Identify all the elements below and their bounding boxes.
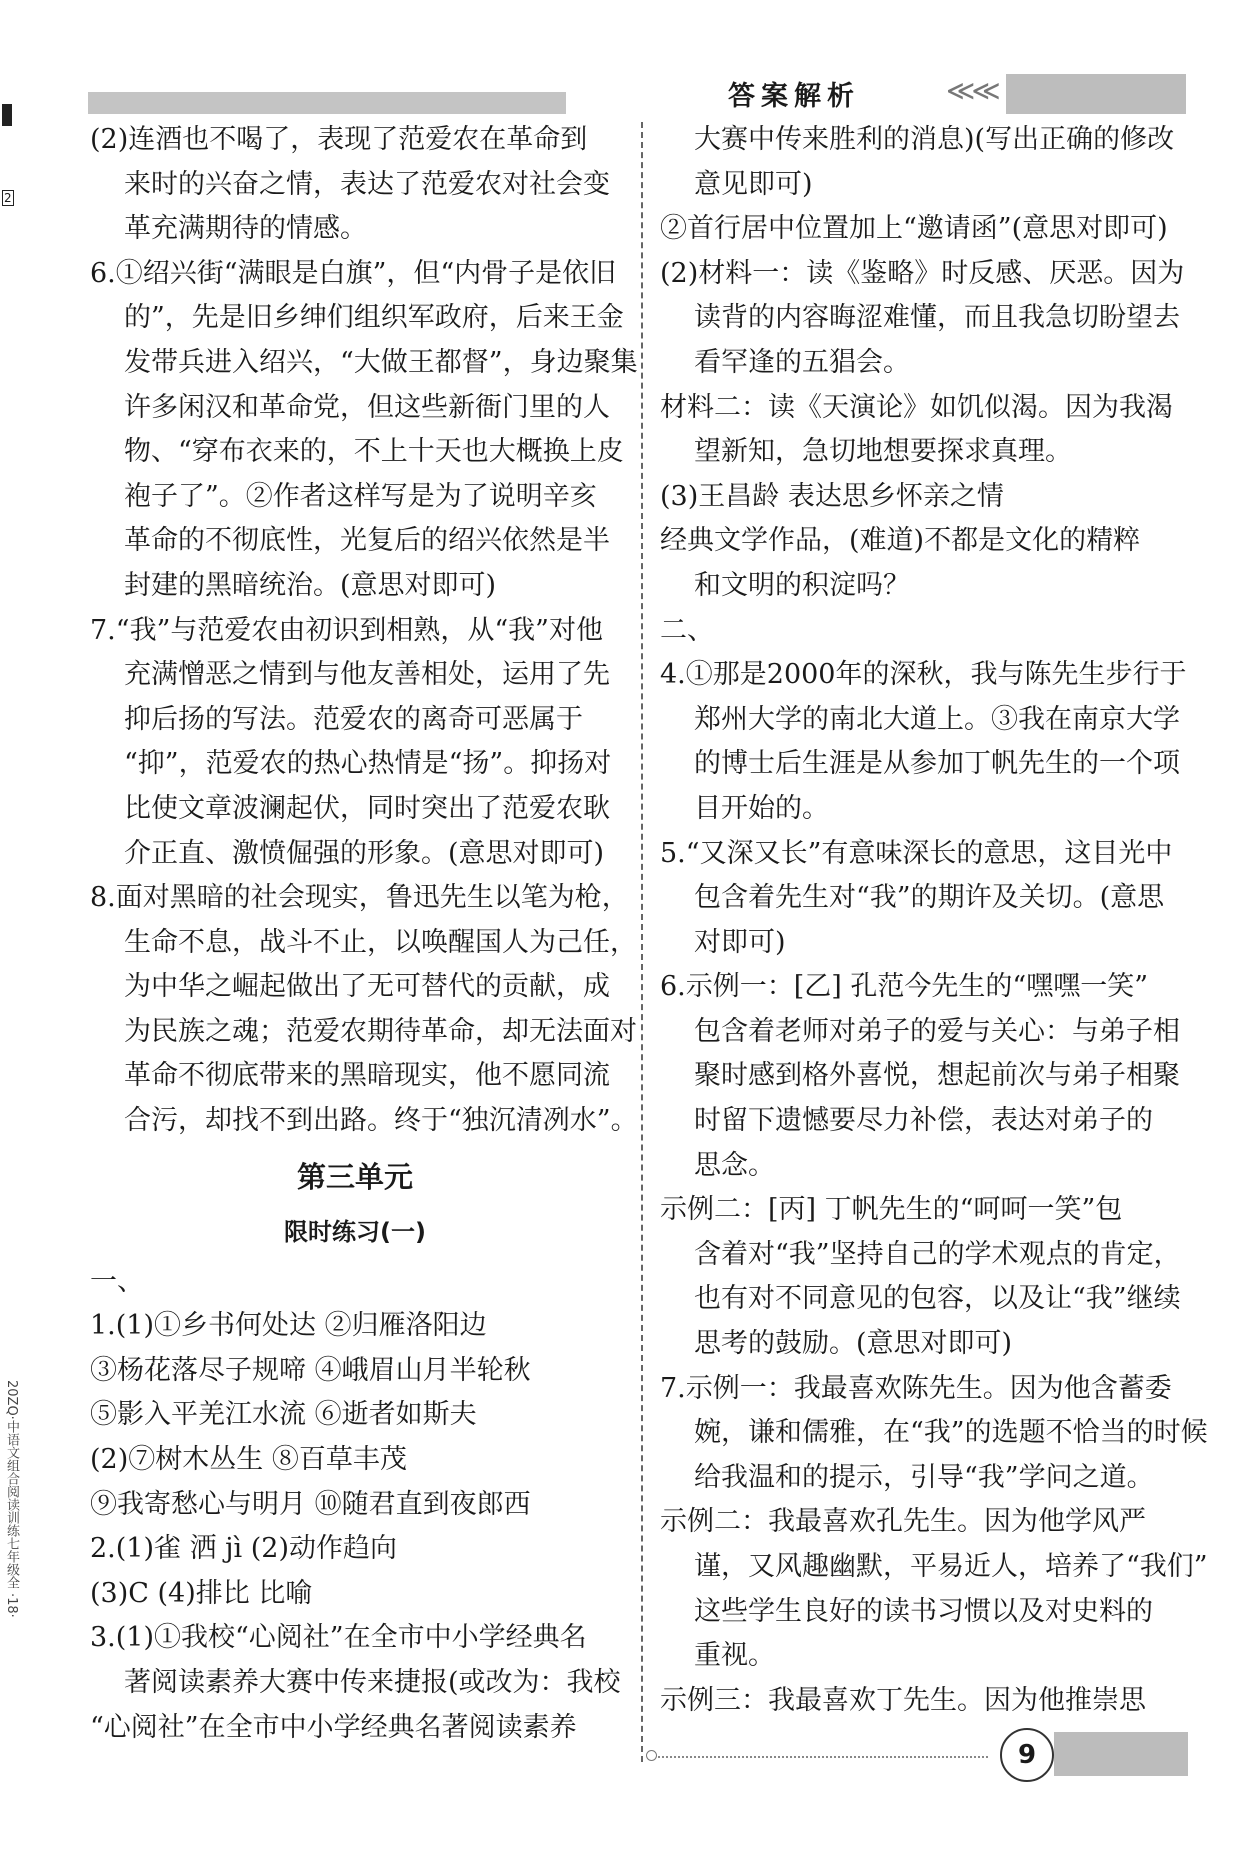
text-line: ⑤影入平羌江水流 ⑥逝者如斯夫 (90, 1399, 477, 1431)
text-line: 望新知，急切地想要探求真理。 (694, 436, 1072, 468)
text-line: 革命不彻底带来的黑暗现实，他不愿同流 (124, 1060, 610, 1092)
side-number: 2 (4, 191, 12, 205)
text-line: 6.①绍兴街“满眼是白旗”，但“内骨子是依旧 (90, 257, 617, 289)
text-line: 目开始的。 (694, 792, 829, 824)
left-column (90, 118, 638, 1750)
text-line: 示例二：我最喜欢孔先生。因为他学风严 (660, 1506, 1146, 1538)
text-line: 聚时感到格外喜悦，想起前次与弟子相聚 (694, 1060, 1180, 1092)
text-line: 封建的黑暗统治。(意思对即可) (124, 569, 497, 601)
text-line: 8.面对黑暗的社会现实，鲁迅先生以笔为枪， (90, 882, 629, 914)
text-line: 思考的鼓励。(意思对即可) (694, 1328, 1013, 1360)
text-line: 包含着老师对弟子的爱与关心：与弟子相 (694, 1015, 1180, 1047)
text-line: 对即可) (694, 926, 786, 958)
text-line: 来时的兴奋之情，表达了范爱农对社会变 (124, 168, 610, 200)
text-line: 看罕逢的五猖会。 (694, 346, 910, 378)
text-line: 7.示例一：我最喜欢陈先生。因为他含蓄委 (660, 1372, 1172, 1404)
page-number: 9 (1000, 1728, 1054, 1782)
text-line: 5.“又深又长”有意味深长的意思，这目光中 (660, 837, 1173, 869)
text-line: 大赛中传来胜利的消息)(写出正确的修改 (694, 124, 1175, 155)
text-line: ③杨花落尽子规啼 ④峨眉山月半轮秋 (90, 1354, 531, 1386)
text-line: (2)⑦树木丛生 ⑧百草丰茂 (90, 1444, 407, 1476)
text-line: (3)王昌龄 表达思乡怀亲之情 (660, 480, 1004, 512)
text-line: 示例二：[丙] 丁帆先生的“呵呵一笑”包 (660, 1194, 1123, 1226)
side-binding-text: 20ZQ·中语文组合阅读训练七年级全 ·18· (4, 1380, 19, 1618)
side-mark (2, 104, 12, 126)
unit-title: 第三单元 (296, 1159, 413, 1194)
text-line: 6.示例一：[乙] 孔范今先生的“嘿嘿一笑” (660, 971, 1149, 1003)
text-line: 3.(1)①我校“心阅社”在全市中小学经典名 (90, 1622, 587, 1654)
text-line: ②首行居中位置加上“邀请函”(意思对即可) (660, 213, 1168, 245)
text-line: (3)C (4)排比 比喻 (90, 1577, 313, 1609)
text-line: 二、 (660, 614, 714, 646)
text-line: 比使文章波澜起伏，同时突出了范爱农耿 (124, 792, 610, 824)
text-line: 许多闲汉和革命党，但这些新衙门里的人 (124, 391, 610, 423)
text-line: 意见即可) (694, 168, 813, 200)
text-line: 材料二：读《天演论》如饥似渴。因为我渴 (660, 391, 1173, 423)
text-line: 为中华之崛起做出了无可替代的贡献，成 (124, 971, 610, 1003)
header-decoration-bar-left (88, 92, 566, 114)
text-line: 这些学生良好的读书习惯以及对史料的 (694, 1595, 1153, 1627)
text-line: 一、 (90, 1265, 144, 1297)
text-line: (2)材料一：读《鉴略》时反感、厌恶。因为 (660, 257, 1185, 289)
text-line: 介正直、激愤倔强的形象。(意思对即可) (124, 837, 605, 869)
text-line: 著阅读素养大赛中传来捷报(或改为：我校 (124, 1667, 621, 1698)
text-line: 充满憎恶之情到与他友善相处，运用了先 (124, 659, 610, 691)
text-line: 7.“我”与范爱农由初识到相熟，从“我”对他 (90, 614, 603, 646)
text-line: 示例三：我最喜欢丁先生。因为他推崇思 (660, 1684, 1146, 1716)
right-column (660, 118, 1208, 1723)
section-title: 限时练习(一) (284, 1217, 426, 1246)
text-line: 2.(1)雀 洒 jì (2)动作趋向 (90, 1533, 398, 1565)
text-line: 谨，又风趣幽默，平易近人，培养了“我们” (694, 1551, 1208, 1582)
text-line: 生命不息，战斗不止，以唤醒国人为己任， (124, 926, 637, 958)
footer-decoration-bar (1054, 1732, 1188, 1776)
text-line: “心阅社”在全市中小学经典名著阅读素养 (90, 1711, 577, 1743)
text-line: 革命的不彻底性，光复后的绍兴依然是半 (124, 525, 610, 557)
column-divider (641, 122, 643, 1762)
text-line: 袍子了”。②作者这样写是为了说明辛亥 (124, 480, 597, 512)
text-line: 的博士后生涯是从参加丁帆先生的一个项 (694, 748, 1180, 780)
text-line: 思念。 (694, 1149, 775, 1181)
header-arrows-icon: ≪≪ (946, 74, 997, 107)
text-line: 婉，谦和儒雅，在“我”的选题不恰当的时候 (694, 1417, 1208, 1449)
text-line: 抑后扬的写法。范爱农的离奇可恶属于 (124, 703, 583, 735)
header-decoration-bar-right (1006, 74, 1186, 114)
text-line: 和文明的积淀吗？ (694, 569, 910, 601)
footer-circle-icon (646, 1750, 657, 1761)
text-line: 为民族之魂；范爱农期待革命，却无法面对 (124, 1015, 637, 1047)
text-line: 合污，却找不到出路。终于“独沉清冽水”。 (124, 1105, 638, 1137)
text-line: 包含着先生对“我”的期许及关切。(意思 (694, 882, 1165, 914)
text-line: 时留下遗憾要尽力补偿，表达对弟子的 (694, 1105, 1153, 1137)
text-line: 给我温和的提示，引导“我”学问之道。 (694, 1461, 1154, 1493)
text-line: 经典文学作品，(难道)不都是文化的精粹 (660, 525, 1141, 557)
text-line: (2)连酒也不喝了，表现了范爱农在革命到 (90, 124, 588, 155)
text-line: 1.(1)①乡书何处达 ②归雁洛阳边 (90, 1310, 487, 1342)
text-line: 4.①那是2000年的深秋，我与陈先生步行于 (660, 659, 1187, 691)
header-title: 答案解析 (728, 81, 860, 112)
text-line: 的”，先是旧乡绅们组织军政府，后来王金 (124, 302, 624, 334)
text-line: 革充满期待的情感。 (124, 213, 367, 245)
text-line: ⑨我寄愁心与明月 ⑩随君直到夜郎西 (90, 1488, 531, 1520)
text-line: “抑”，范爱农的热心热情是“扬”。抑扬对 (124, 748, 612, 780)
text-line: 郑州大学的南北大道上。③我在南京大学 (694, 703, 1180, 735)
text-line: 读背的内容晦涩难懂，而且我急切盼望去 (694, 302, 1180, 334)
text-line: 发带兵进入绍兴，“大做王都督”，身边聚集 (124, 346, 638, 378)
text-line: 重视。 (694, 1640, 775, 1672)
text-line: 含着对“我”坚持自己的学术观点的肯定， (694, 1238, 1181, 1270)
footer-dotted-line (658, 1756, 988, 1758)
text-line: 也有对不同意见的包容，以及让“我”继续 (694, 1283, 1181, 1315)
text-line: 物、“穿布衣来的，不上十天也大概换上皮 (124, 436, 624, 468)
